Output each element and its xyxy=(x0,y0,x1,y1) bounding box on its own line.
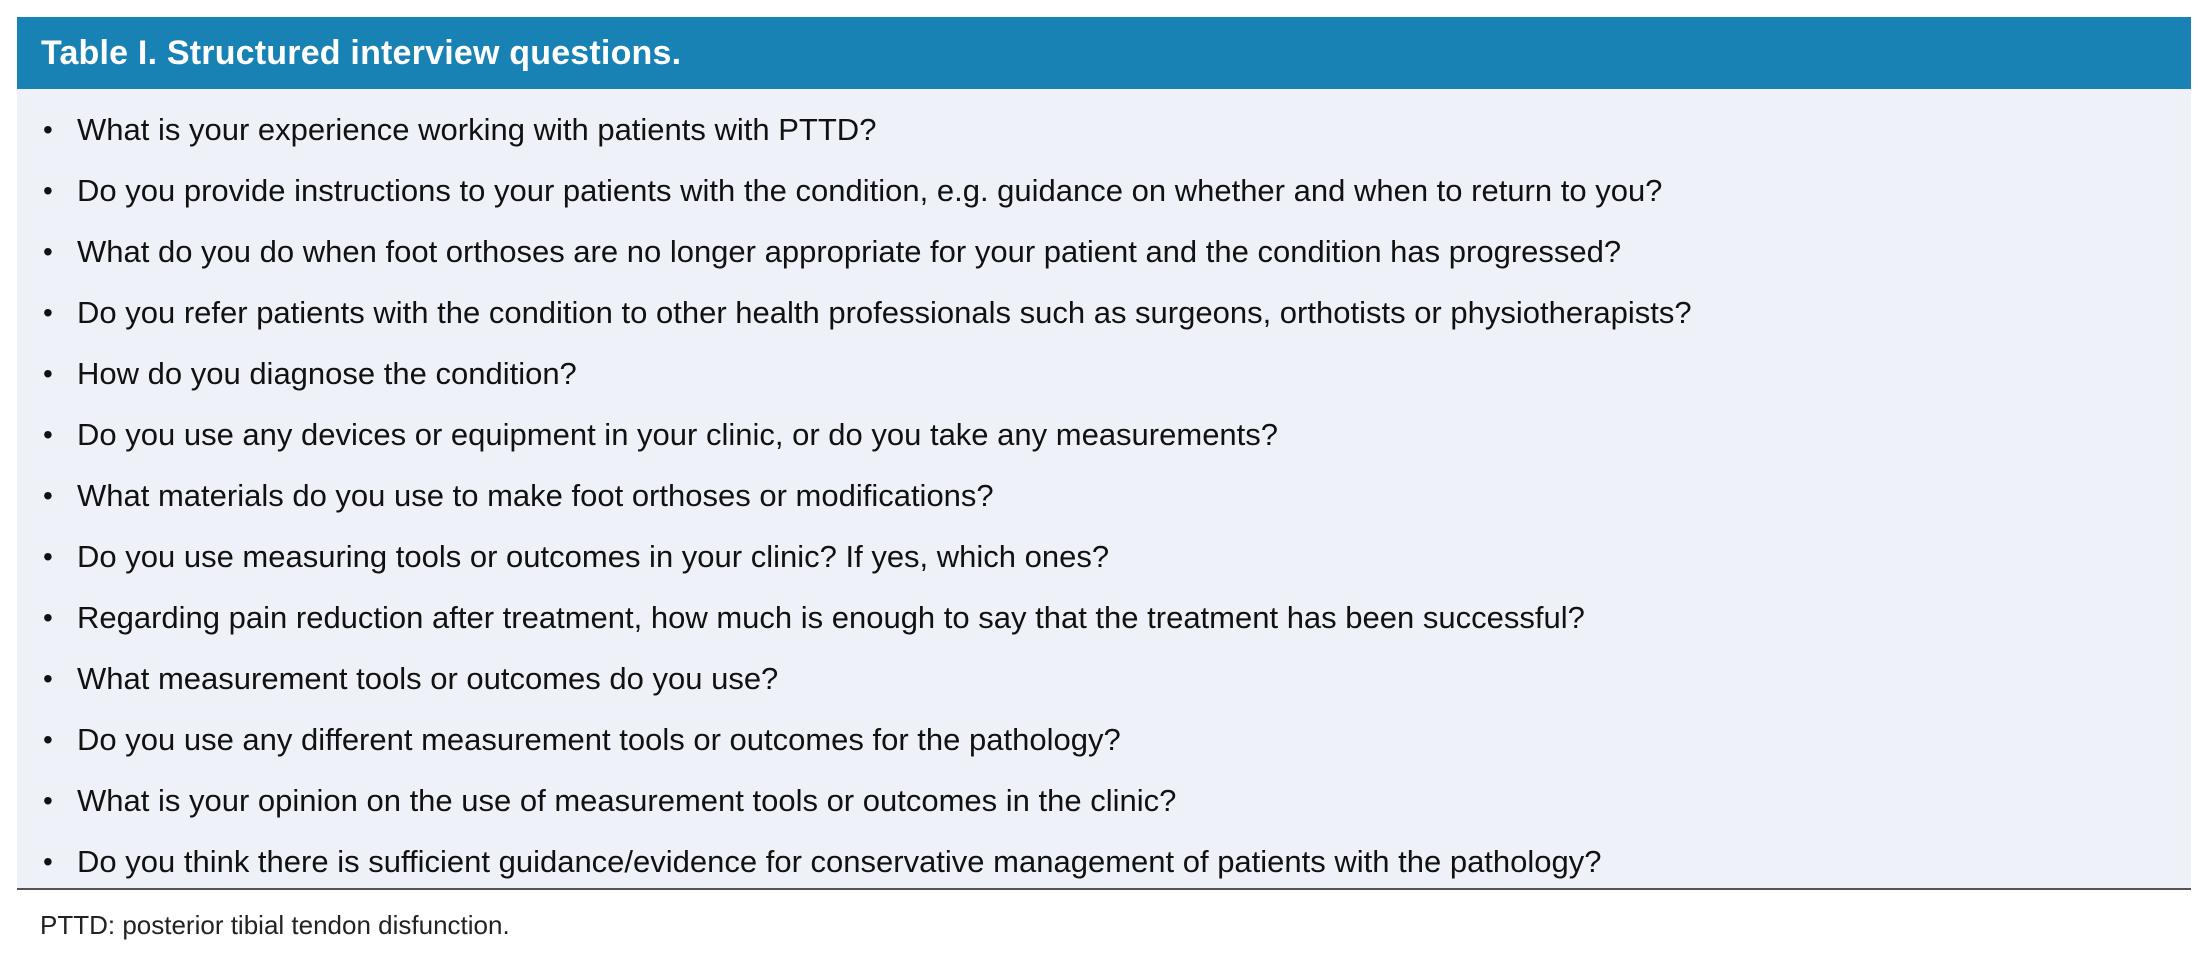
bullet-icon: • xyxy=(43,297,53,328)
question-text: What measurement tools or outcomes do you use? xyxy=(77,661,779,696)
interview-questions-table xyxy=(17,17,2191,890)
list-item xyxy=(17,99,2191,160)
table-body xyxy=(17,89,2191,890)
bullet-icon: • xyxy=(43,480,53,511)
question-text: What is your experience working with patients with PTTD? xyxy=(77,112,877,147)
table-footnote: PTTD: posterior tibial tendon disfunction. xyxy=(40,910,510,940)
list-item xyxy=(17,831,2191,892)
bullet-icon: • xyxy=(43,358,53,389)
list-item xyxy=(17,465,2191,526)
list-item xyxy=(17,770,2191,831)
question-text: Do you use measuring tools or outcomes in your clinic? If yes, which ones? xyxy=(77,539,1110,574)
bullet-icon: • xyxy=(43,846,53,877)
list-item xyxy=(17,526,2191,587)
list-item xyxy=(17,404,2191,465)
question-text: Do you use any devices or equipment in your clinic, or do you take any measurements? xyxy=(77,417,1279,452)
bullet-icon: • xyxy=(43,602,53,633)
question-text: What materials do you use to make foot orthoses or modifications? xyxy=(77,478,994,513)
question-list xyxy=(17,99,2191,892)
list-item xyxy=(17,160,2191,221)
list-item xyxy=(17,587,2191,648)
question-text: Do you think there is sufficient guidance/evidence for conservative management of patients with the pathology? xyxy=(77,844,1602,879)
bullet-icon: • xyxy=(43,419,53,450)
question-text: Do you refer patients with the condition to other health professionals such as surgeons, orthotists or physiotherapists? xyxy=(77,295,1692,330)
list-item xyxy=(17,282,2191,343)
bullet-icon: • xyxy=(43,541,53,572)
bullet-icon: • xyxy=(43,175,53,206)
list-item xyxy=(17,709,2191,770)
question-text: What do you do when foot orthoses are no longer appropriate for your patient and the condition has progressed? xyxy=(77,234,1622,269)
question-text: What is your opinion on the use of measurement tools or outcomes in the clinic? xyxy=(77,783,1177,818)
list-item xyxy=(17,343,2191,404)
question-text: Do you provide instructions to your patients with the condition, e.g. guidance on whether and when to return to you? xyxy=(77,173,1663,208)
table-header xyxy=(17,17,2191,89)
question-text: Regarding pain reduction after treatment, how much is enough to say that the treatment has been successful? xyxy=(77,600,1585,635)
question-text: How do you diagnose the condition? xyxy=(77,356,577,391)
bullet-icon: • xyxy=(43,785,53,816)
list-item xyxy=(17,648,2191,709)
bullet-icon: • xyxy=(43,114,53,145)
bullet-icon: • xyxy=(43,663,53,694)
question-text: Do you use any different measurement tools or outcomes for the pathology? xyxy=(77,722,1121,757)
list-item xyxy=(17,221,2191,282)
table-title: Table I. Structured interview questions. xyxy=(41,33,682,72)
bullet-icon: • xyxy=(43,724,53,755)
bullet-icon: • xyxy=(43,236,53,267)
